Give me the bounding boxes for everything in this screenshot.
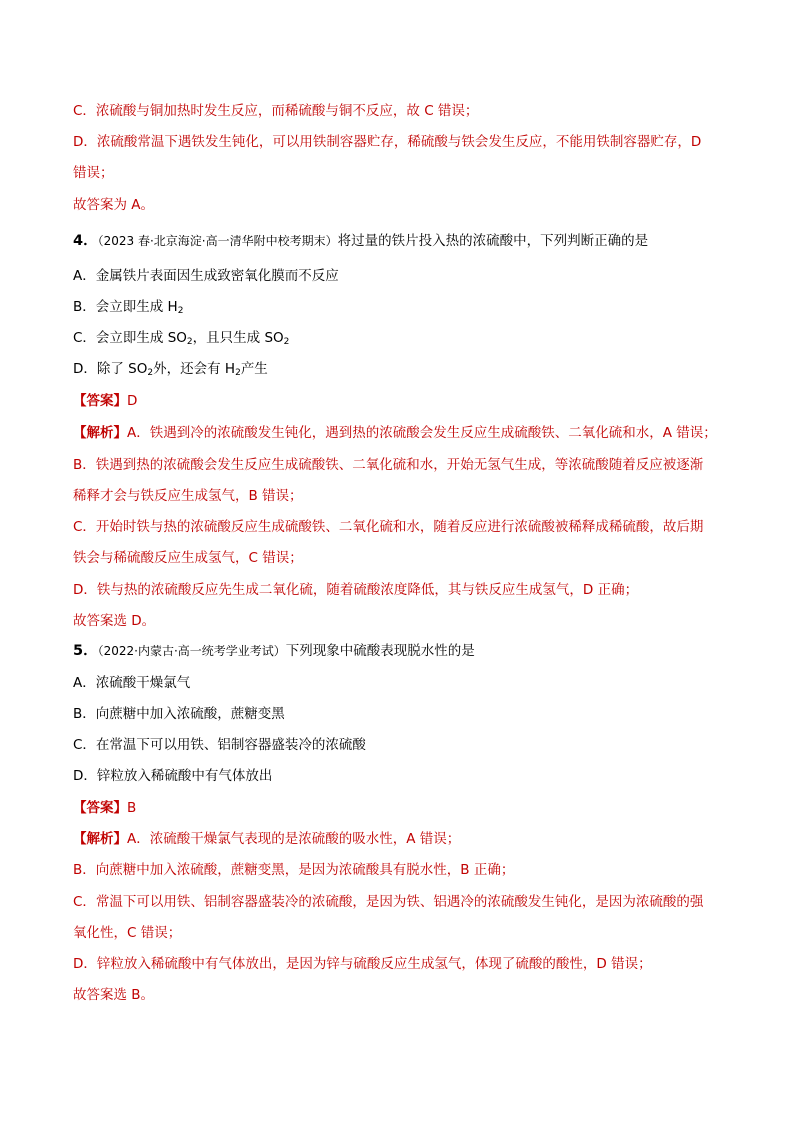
question-4-source: （2023 春·北京海淀·高一清华附中校考期末） <box>97 234 338 248</box>
question-4-number: 4． <box>73 233 98 249</box>
analysis-text: A．浓硫酸干燥氯气表现的是浓硫酸的吸水性，A 错误； <box>127 831 461 847</box>
question-4-option-a: A．金属铁片表面因生成致密氧化膜而不反应 <box>73 268 339 284</box>
question-5-option-a: A．浓硫酸干燥氯气 <box>73 675 191 691</box>
question-5-option-b: B．向蔗糖中加入浓硫酸，蔗糖变黑 <box>73 706 285 722</box>
question-4-option-d <box>73 360 268 378</box>
question-5-number: 5． <box>73 643 98 659</box>
answer-value: B <box>127 800 137 816</box>
prev-analysis-c: C．浓硫酸与铜加热时发生反应，而稀硫酸与铜不反应，故 C 错误； <box>73 103 479 119</box>
question-4-option-b <box>73 298 183 316</box>
prev-conclusion: 故答案为 A。 <box>73 197 155 213</box>
option-d-text-mid: 外，还会有 H <box>153 361 236 377</box>
question-4-analysis-b-line1: B．铁遇到热的浓硫酸会发生反应生成硫酸铁、二氧化硫和水，开始无氢气生成，等浓硫酸随着反应被逐渐 <box>73 457 704 473</box>
subscript: 2 <box>186 337 193 347</box>
answer-value: D <box>127 393 138 409</box>
answer-tag: 【答案】 <box>73 800 127 816</box>
question-5-analysis-c-line2: 氧化性，C 错误； <box>73 925 182 941</box>
option-c-text: C．会立即生成 SO <box>73 330 187 346</box>
question-5-stem <box>73 642 475 660</box>
option-d-text: D．除了 SO <box>73 361 148 377</box>
question-5-analysis-d: D．锌粒放入稀硫酸中有气体放出，是因为锌与硫酸反应生成氢气，体现了硫酸的酸性，D 错误； <box>73 956 652 972</box>
prev-analysis-d-line2: 错误； <box>73 165 114 181</box>
question-5-analysis-a <box>73 830 460 848</box>
subscript: 2 <box>147 368 154 378</box>
question-5-analysis-c-line1: C．常温下可以用铁、铝制容器盛装冷的浓硫酸，是因为铁、铝遇冷的浓硫酸发生钝化，是因为浓硫酸的强 <box>73 894 704 910</box>
question-4-stem <box>73 232 648 250</box>
question-5-answer <box>73 799 136 817</box>
analysis-tag: 【解析】 <box>73 425 127 441</box>
question-5-option-c: C．在常温下可以用铁、铝制容器盛装冷的浓硫酸 <box>73 737 366 753</box>
option-c-text-mid: ，且只生成 SO <box>192 330 284 346</box>
question-4-analysis-b-line2: 稀释才会与铁反应生成氢气，B 错误； <box>73 488 303 504</box>
answer-tag: 【答案】 <box>73 393 127 409</box>
question-4-analysis-d: D．铁与热的浓硫酸反应先生成二氧化硫，随着硫酸浓度降低，其与铁反应生成氢气，D 正确； <box>73 582 639 598</box>
question-5-analysis-b: B．向蔗糖中加入浓硫酸，蔗糖变黑，是因为浓硫酸具有脱水性，B 正确； <box>73 862 515 878</box>
option-d-text-post: 产生 <box>240 361 268 377</box>
question-4-analysis-a <box>73 424 717 442</box>
option-b-text: B．会立即生成 H <box>73 299 178 315</box>
question-4-analysis-c-line1: C．开始时铁与热的浓硫酸反应生成硫酸铁、二氧化硫和水，随着反应进行浓硫酸被稀释成稀硫酸，故后期 <box>73 519 704 535</box>
analysis-tag: 【解析】 <box>73 831 127 847</box>
subscript: 2 <box>235 368 241 378</box>
question-5-conclusion: 故答案选 B。 <box>73 987 155 1003</box>
prev-analysis-d-line1: D．浓硫酸常温下遇铁发生钝化，可以用铁制容器贮存，稀硫酸与铁会发生反应，不能用铁制容器贮存，D <box>73 134 702 150</box>
question-4-conclusion: 故答案选 D。 <box>73 613 156 629</box>
subscript: 2 <box>177 306 184 316</box>
analysis-text: A．铁遇到冷的浓硫酸发生钝化，遇到热的浓硫酸会发生反应生成硫酸铁、二氧化硫和水，A 错误； <box>127 425 717 441</box>
question-5-option-d: D．锌粒放入稀硫酸中有气体放出 <box>73 768 273 784</box>
question-4-text: 将过量的铁片投入热的浓硫酸中，下列判断正确的是 <box>337 233 649 249</box>
question-4-answer <box>73 392 137 410</box>
question-5-text: 下列现象中硫酸表现脱水性的是 <box>285 643 475 659</box>
question-4-analysis-c-line2: 铁会与稀硫酸反应生成氢气，C 错误； <box>73 550 303 566</box>
question-5-source: （2022·内蒙古·高一统考学业考试） <box>97 644 286 658</box>
subscript: 2 <box>283 337 290 347</box>
question-4-option-c <box>73 329 289 347</box>
